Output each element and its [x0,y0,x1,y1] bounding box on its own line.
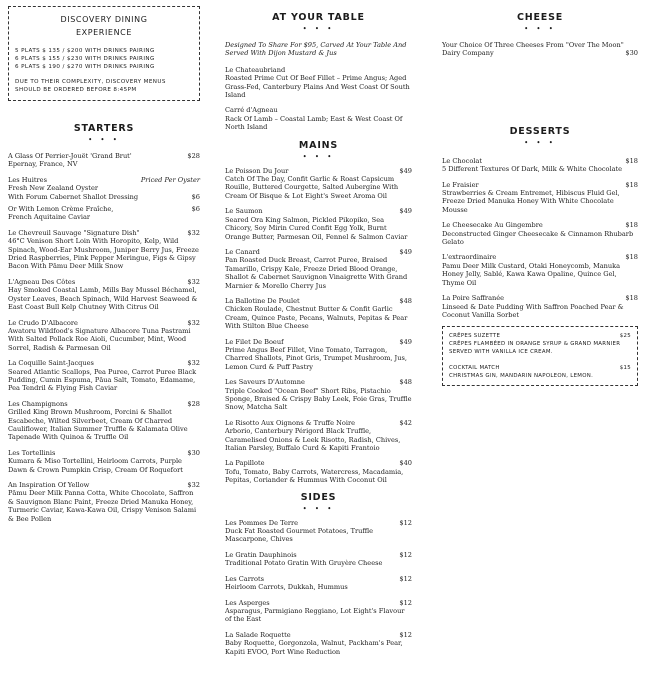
item-price: $32 [187,359,200,368]
right-column [442,0,638,386]
item-description: Baby Roquette, Gorgonzola, Walnut, Packham's Pear, Kapiti EVOO, Port Wine Reduction [225,639,403,656]
item-description: Chicken Roulade, Chestnut Butter & Confit Garlic Cream, Quince Paste, Pecans, Walnuts, Pepitas & Pear With Stilton Blue Cheese [225,305,408,331]
item-description: Prime Angus Beef Fillet, Vine Tomato, Tarragon, Charred Shallots, Pinot Gris, Trumpet Mushroom, Jus, Lemon Curd & Puff Pastry [225,345,407,371]
section-divider: • • • [88,136,120,144]
section-title-at-your-table: AT YOUR TABLE [272,12,365,23]
item-name: La Salade Roquette [225,630,291,639]
item-description: Traditional Potato Gratin With Gruyère Cheese [225,559,383,568]
menu-item [8,400,200,442]
item-description: Rack Of Lamb – Coastal Lamb; East & West Coast Of North Island [225,114,403,132]
middle-column [225,0,412,663]
item-price: $32 [187,228,200,237]
item-name: Carré d'Agneau [225,106,278,115]
item-description: Seared Ora King Salmon, Pickled Pikopiko, Sea Chicory, Soy Mirin Cured Confit Egg Yolk, Burnt Orange Butter, Parmesan Oil, Fennel & Salmon Caviar [225,215,408,241]
menu-item [442,157,638,174]
item-price: $12 [399,598,412,607]
section-divider: • • • [302,25,335,33]
item-price: $42 [399,418,412,427]
menu-item [8,176,200,201]
item-description: Awatoru Wildfood's Signature Albacore Tuna Pastrami With Salted Pollack Roe Aioli, Cucumber, Mint, Wood Sorrel, Radish & Parmesan Oil [8,326,191,352]
discovery-price: 6 PLATS $ 155 / $230 WITH DRINKS PAIRING [15,56,155,62]
item-price: $49 [399,337,412,346]
menu-item [225,575,412,592]
item-name: Le Fraisier [442,180,479,189]
item-name: Le Chocolat [442,156,482,165]
item-price: $48 [399,378,412,387]
menu-item [8,319,200,353]
item-name: Or With Lemon Crème Fraîche, [8,205,114,214]
item-price: $12 [399,630,412,639]
item-description: Pamu Deer Milk Custard, Otaki Honeycomb, Manuka Honey Jelly, Sablé, Kawa Kawa Opaline, Quince Gel, Thyme Oil [442,261,621,287]
item-name: COCKTAIL MATCH [449,365,500,372]
item-name: Les Asperges [225,598,270,607]
discovery-subtitle: EXPERIENCE [75,28,132,37]
section-divider: • • • [302,152,335,161]
item-description: Triple Cooked "Ocean Beef" Short Ribs, Pistachio Sponge, Braised & Crispy Baby Leek, Foie Gras, Truffle Snow, Matcha Salt [225,386,412,412]
item-name: Le Gratin Dauphinois [225,550,297,559]
menu-item [8,278,200,312]
item-price: $12 [399,574,412,583]
item-name: Le Poisson Du Jour [225,166,289,175]
left-column [8,0,200,530]
item-price: $48 [399,296,412,305]
item-description: Pāmu Deer Milk Panna Cotta, White Chocolate, Saffron & Sauvignon Blanc Paint, Freeze Dried Manuka Honey, Turmeric Caviar, Kawa-Kawa Oil, Crispy Venison Salami & Bee Pollen [8,489,197,523]
discovery-price: 6 PLATS $ 190 / $270 WITH DRINKS PAIRING [15,64,155,70]
item-description: Kumara & Miso Tortellini, Heirloom Carrots, Purple Dawn & Crown Pumpkin Crisp, Cream Of Roquefort [8,457,183,474]
discovery-note: SHOULD BE ORDERED BEFORE 8:45PM [15,87,137,93]
item-name: La Papillote [225,459,265,468]
item-description: CHRISTMAS GIN, MANDARIN NAPOLEON, LEMON. [449,373,594,380]
cheese-item [442,41,638,58]
item-price: $25 [619,333,631,340]
item-subline: With Forum Cabernet Shallot Dressing [8,192,139,201]
specials-box [442,326,638,386]
item-description: Fresh New Zealand Oyster [8,184,99,193]
discovery-note: DUE TO THEIR COMPLEXITY, DISCOVERY MENUS [15,79,166,85]
item-price: $32 [187,481,200,489]
menu-item [225,338,412,372]
section-divider: • • • [302,504,335,513]
item-description: CRÊPES FLAMBÉED IN ORANGE SYRUP & GRAND MARNIER SERVED WITH VANILLA ICE CREAM. [449,341,621,356]
cheese-line: Your Choice Of Three Cheeses From "Over The Moon" [442,41,624,49]
item-name: Le Cheesecake Au Gingembre [442,221,543,230]
menu-item [225,519,412,544]
menu-item [225,167,412,201]
section-divider: • • • [524,25,556,33]
item-description: 5 Different Textures Of Dark, Milk & White Chocolate [442,165,623,174]
discovery-dining-box [8,6,200,101]
item-name: Le Chevreuil Sauvage "Signature Dish" [8,228,140,237]
menu-item [225,297,412,331]
item-description: Catch Of The Day, Confit Garlic & Roast Capsicum Rouille, Buttered Courgette, Salted Aubergine With Cream Of Bisque & Lot Eight's Sweet Aroma Oil [225,175,399,200]
item-price: $18 [625,156,638,165]
section-title-cheese: CHEESE [516,12,564,23]
item-name: Le Saumon [225,207,263,216]
menu-item [8,205,200,222]
item-name: L'extraordinaire [442,253,497,262]
item-price: $28 [187,399,200,408]
menu-item [442,181,638,215]
item-description: French Aquitaine Caviar [8,213,91,222]
item-name: Les Tortellinis [8,448,56,457]
item-name: Les Champignons [8,399,68,408]
item-price: $6 [191,205,200,214]
menu-item [225,631,412,656]
item-price: $18 [625,253,638,262]
item-description: Seared Atlantic Scallops, Pea Puree, Carrot Puree Black Pudding, Cumin Espuma, Pāua Salt, Tomato, Edamame, Pea Tendril & Flying Fish Caviar [8,367,197,393]
item-name: Les Huitres [8,175,47,184]
special-item [449,364,631,380]
menu-item [8,449,200,474]
section-divider: • • • [524,138,556,147]
item-description: Epernay, France, NV [8,160,78,169]
section-title-mains: MAINS [298,139,339,151]
item-name: Le Risotto Aux Oignons & Truffe Noire [225,418,356,427]
cheese-line: Dairy Company [442,49,494,58]
item-description: Deconstructed Ginger Cheesecake & Cinnamon Rhubarb Gelato [442,229,634,247]
menu-item [225,207,412,241]
item-description: Arborio, Canterbury Périgord Black Truffle, Caramelised Onions & Leek Risotto, Radish, Chives, Italian Parsley, Buffalo Curd & Kapiti Frantoio [225,427,401,453]
item-description: Linseed & Date Pudding With Saffron Poached Pear & Coconut Vanilla Sorbet [442,302,624,319]
item-name: La Poire Saffranée [442,294,505,303]
item-name: Le Chateaubriand [225,65,286,74]
item-name: Le Filet De Boeuf [225,337,284,346]
menu-item [225,66,412,100]
item-name: Les Carrots [225,574,265,583]
menu-item [8,152,200,169]
item-price: $18 [625,294,638,303]
item-price: $40 [399,459,412,468]
menu-item [225,378,412,412]
item-description: Pan Roasted Duck Breast, Carrot Puree, Braised Tamarillo, Crispy Kale, Freeze Dried Blood Orange, Shallot & Cabernet Sauvignon Vinaigrette With Grand Marnier & Morello Cherry Jus [225,256,408,290]
item-name: Le Canard [225,247,260,256]
menu-item [225,419,412,453]
menu-item [8,359,200,393]
item-description: 46°C Venison Short Loin With Horopito, Kelp, Wild Spinach, Wood-Ear Mushroom, Juniper Berry Jus, Freeze Dried Raspberries, Pink Pepper Meringue, Figs & Gipsy Bacon With Pāmu Deer Milk Snow [8,237,199,271]
menu-item [225,551,412,568]
item-description: Roasted Prime Cut Of Beef Fillet – Prime Angus; Aged Grass-Fed, Canterbury Plains And West Coast Of South Island [225,74,410,100]
item-price: $28 [187,152,200,160]
item-price: $32 [187,318,200,327]
item-description: Heirloom Carrots, Dukkah, Hummus [225,583,348,592]
menu-item [225,106,412,131]
item-name: CRÊPES SUZETTE [449,333,501,340]
item-description: Strawberries & Cream Entremet, Hibiscus Fluid Gel, Freeze Dried Manuka Honey With White Chocolate Mousse [442,189,620,214]
menu-item [225,248,412,290]
item-price: $15 [619,365,631,372]
item-price: $32 [187,277,200,286]
item-name: A Glass Of Perrier-Jouët 'Grand Brut' [8,152,132,160]
discovery-price: 5 PLATS $ 135 / $200 WITH DRINKS PAIRING [15,48,155,54]
menu-item [8,229,200,271]
item-name: La Coquille Saint-Jacques [8,359,94,368]
item-price: $30 [625,49,638,58]
item-price: $12 [399,550,412,559]
item-description: Duck Fat Roasted Gourmet Potatoes, Truffle Mascarpone, Chives [225,527,374,544]
at-your-table-intro: Designed To Share For $95, Carved At Your Table And Served With Dijon Mustard & Jus [225,41,407,58]
menu-item [442,294,638,319]
menu-item [442,221,638,246]
section-title-sides: SIDES [300,491,337,503]
menu-item [225,459,412,484]
item-name: L'Agneau Des Côtes [8,277,76,286]
menu-item [225,599,412,624]
menu-item [8,481,200,523]
item-description: Grilled King Brown Mushroom, Porcini & Shallot Escabeche, Wilted Silverbeet, Cream Of Charred Cauliflower, Italian Summer Truffle & Kalamata Olive Tapenade With Quinoa & Truffle Oil [8,408,188,442]
item-price: $30 [187,448,200,457]
discovery-title: DISCOVERY DINING [60,15,148,24]
item-price: $49 [399,166,412,175]
item-description: Hay Smoked Coastal Lamb, Mills Bay Mussel Béchamel, Oyster Leaves, Beach Spinach, Wild Harvest Seaweed & East Coast Bull Kelp Chutney With Citrus Oil [8,286,198,312]
item-price: $12 [399,518,412,527]
item-description: Asparagus, Parmigiano Reggiano, Lot Eight's Flavour of the East [225,606,405,624]
item-name: Les Pommes De Terre [225,518,299,527]
item-price: $6 [191,192,200,201]
section-title-starters: STARTERS [73,123,135,134]
item-name: An Inspiration Of Yellow [8,481,90,489]
special-item [449,332,631,356]
starters-list [8,152,200,523]
item-price: $18 [625,180,638,189]
item-name: Le Crudo D'Albacore [8,318,78,327]
section-title-desserts: DESSERTS [509,125,571,137]
item-price: $49 [399,207,412,216]
item-name: La Ballotine De Poulet [225,296,300,305]
item-price: $49 [399,247,412,256]
menu-item [442,253,638,287]
item-name: Les Saveurs D'Automne [225,378,305,387]
item-price: Priced Per Oyster [140,175,200,184]
item-price: $18 [625,221,638,230]
item-description: Tofu, Tomato, Baby Carrots, Watercress, Macadamia, Pepitas, Coriander & Hummus With Coconut Oil [225,467,404,485]
